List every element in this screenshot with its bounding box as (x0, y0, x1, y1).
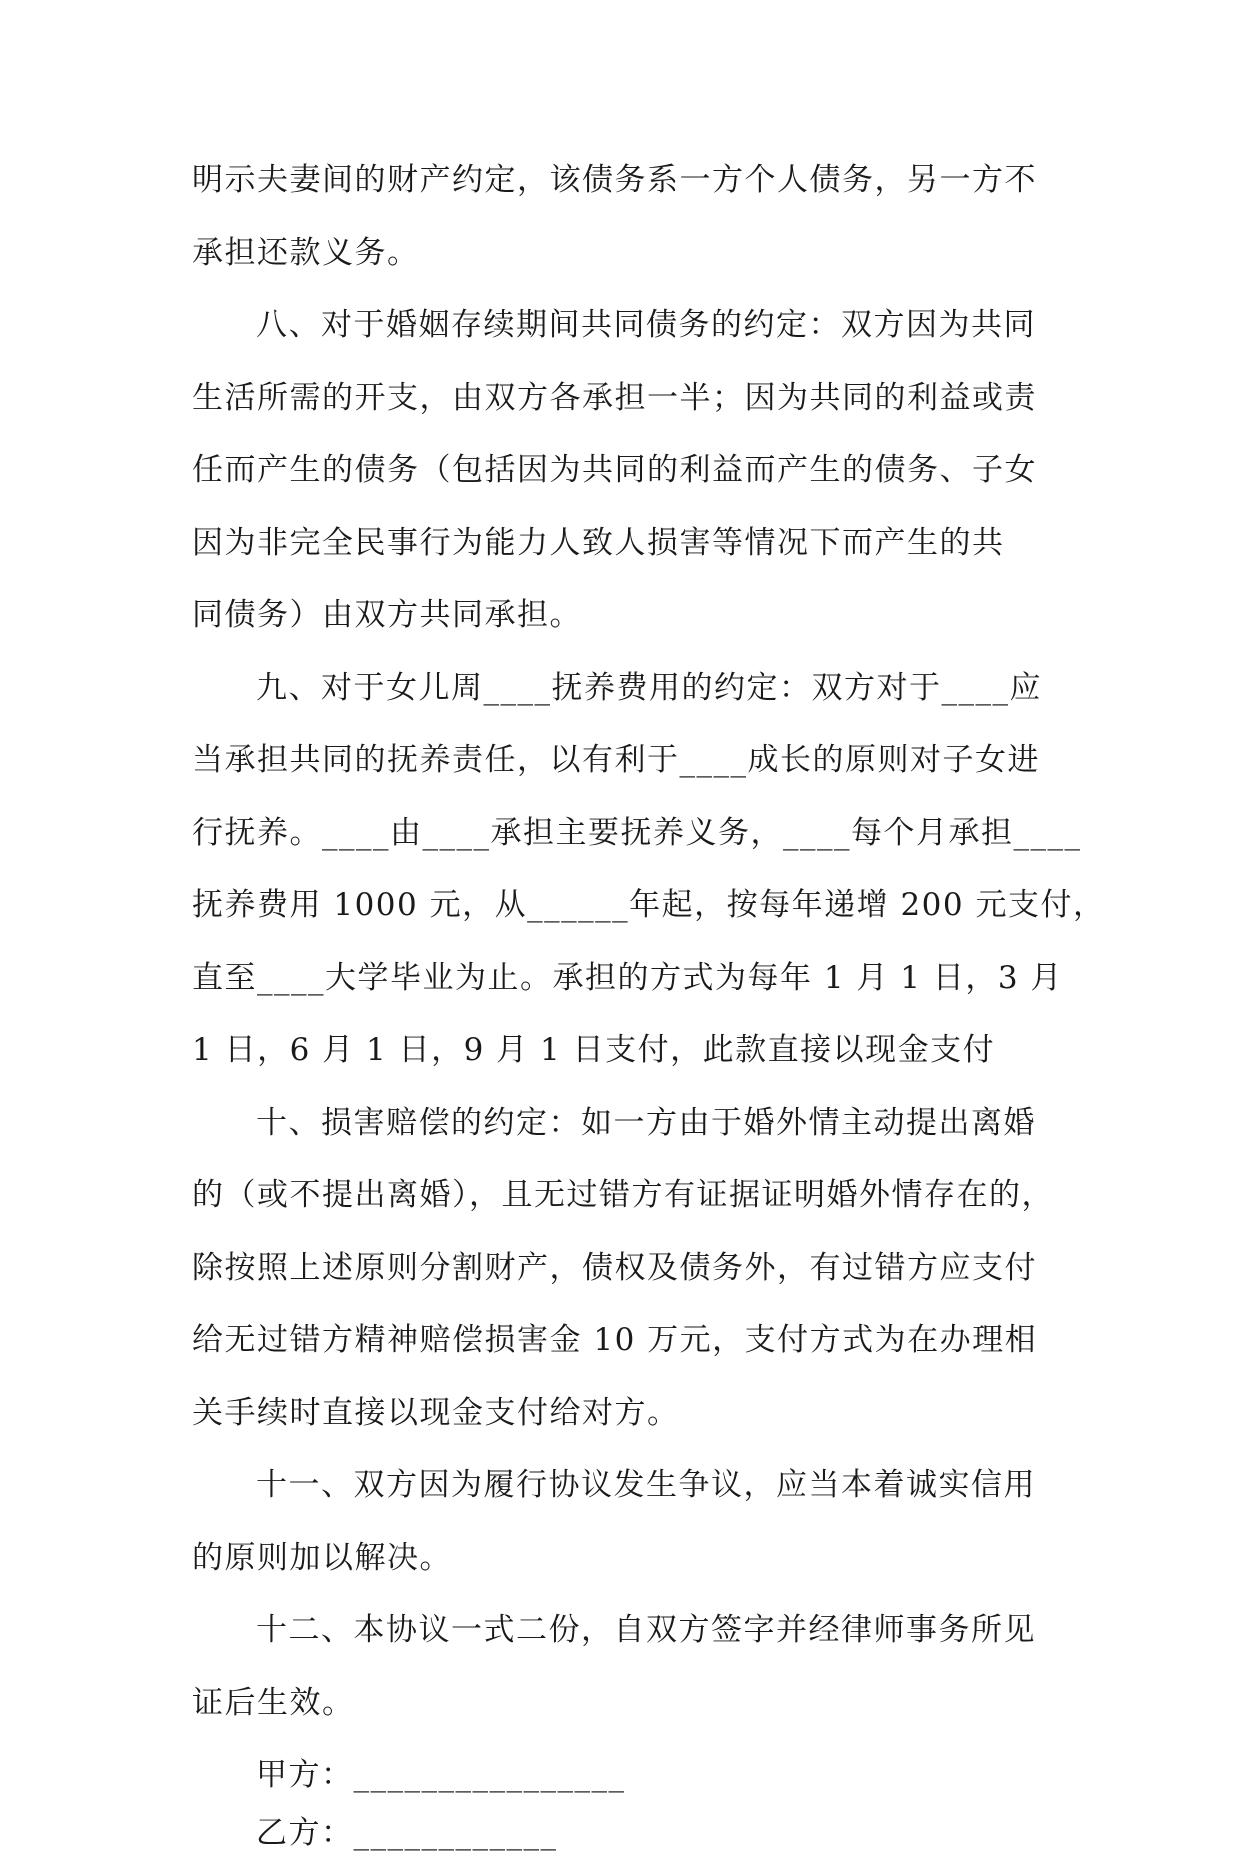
text-line: 因为非完全民事行为能力人致人损害等情况下而产生的共 (192, 524, 1005, 561)
paragraph-clause-9 (192, 669, 1106, 1105)
text-line: 十一、双方因为履行协议发生争议，应当本着诚实信用 (256, 1467, 1036, 1503)
text-line: 十二、本协议一式二份，自双方签字并经律师事务所见 (256, 1612, 1036, 1648)
text-line: 证后生效。 (192, 1684, 355, 1721)
paragraph-clause-12 (192, 1612, 1052, 1757)
text-line: 任而产生的债务（包括因为共同的利益而产生的债务、子女 (192, 452, 1037, 488)
paragraph-clause-10 (192, 1105, 1052, 1468)
paragraph-clause-8 (192, 307, 1052, 670)
text-line: 八、对于婚姻存续期间共同债务的约定：双方因为共同 (256, 307, 1036, 343)
text-line: 承担还款义务。 (192, 234, 420, 271)
paragraph-intro-tail (192, 162, 1052, 307)
text-line: 明示夫妻间的财产约定，该债务系一方个人债务，另一方不 (192, 162, 1037, 198)
text-line: 的原则加以解决。 (192, 1539, 452, 1576)
text-line: 同债务）由双方共同承担。 (192, 597, 582, 633)
text-line: 关手续时直接以现金支付给对方。 (192, 1394, 680, 1431)
text-line: 直至____大学毕业为止。承担的方式为每年 1 月 1 日，3 月 (192, 959, 1063, 996)
text-line: 行抚养。____由____承担主要抚养义务，____每个月承担____ (192, 814, 1082, 851)
text-line: 除按照上述原则分割财产，债权及债务外，有过错方应支付 (192, 1249, 1037, 1286)
party-b-signature-line: 乙方：____________ (256, 1815, 558, 1851)
signature-block (192, 1757, 1052, 1873)
text-line: 九、对于女儿周____抚养费用的约定：双方对于____应 (256, 669, 1042, 706)
text-line: 当承担共同的抚养责任，以有利于____成长的原则对子女进 (192, 742, 1040, 778)
text-line: 给无过错方精神赔偿损害金 10 万元，支付方式为在办理相 (192, 1322, 1038, 1358)
text-line: 生活所需的开支，由双方各承担一半；因为共同的利益或责 (192, 379, 1037, 416)
text-line: 的（或不提出离婚），且无过错方有证据证明婚外情存在的， (192, 1177, 1054, 1213)
paragraph-clause-11 (192, 1467, 1052, 1612)
text-line: 抚养费用 1000 元，从______年起，按每年递增 200 元支付， (192, 887, 1106, 923)
text-line: 十、损害赔偿的约定：如一方由于婚外情主动提出离婚 (256, 1104, 1036, 1141)
document-body (192, 162, 1106, 1873)
party-a-signature-line: 甲方：________________ (256, 1757, 626, 1793)
text-line: 1 日，6 月 1 日，9 月 1 日支付，此款直接以现金支付 (192, 1032, 996, 1068)
